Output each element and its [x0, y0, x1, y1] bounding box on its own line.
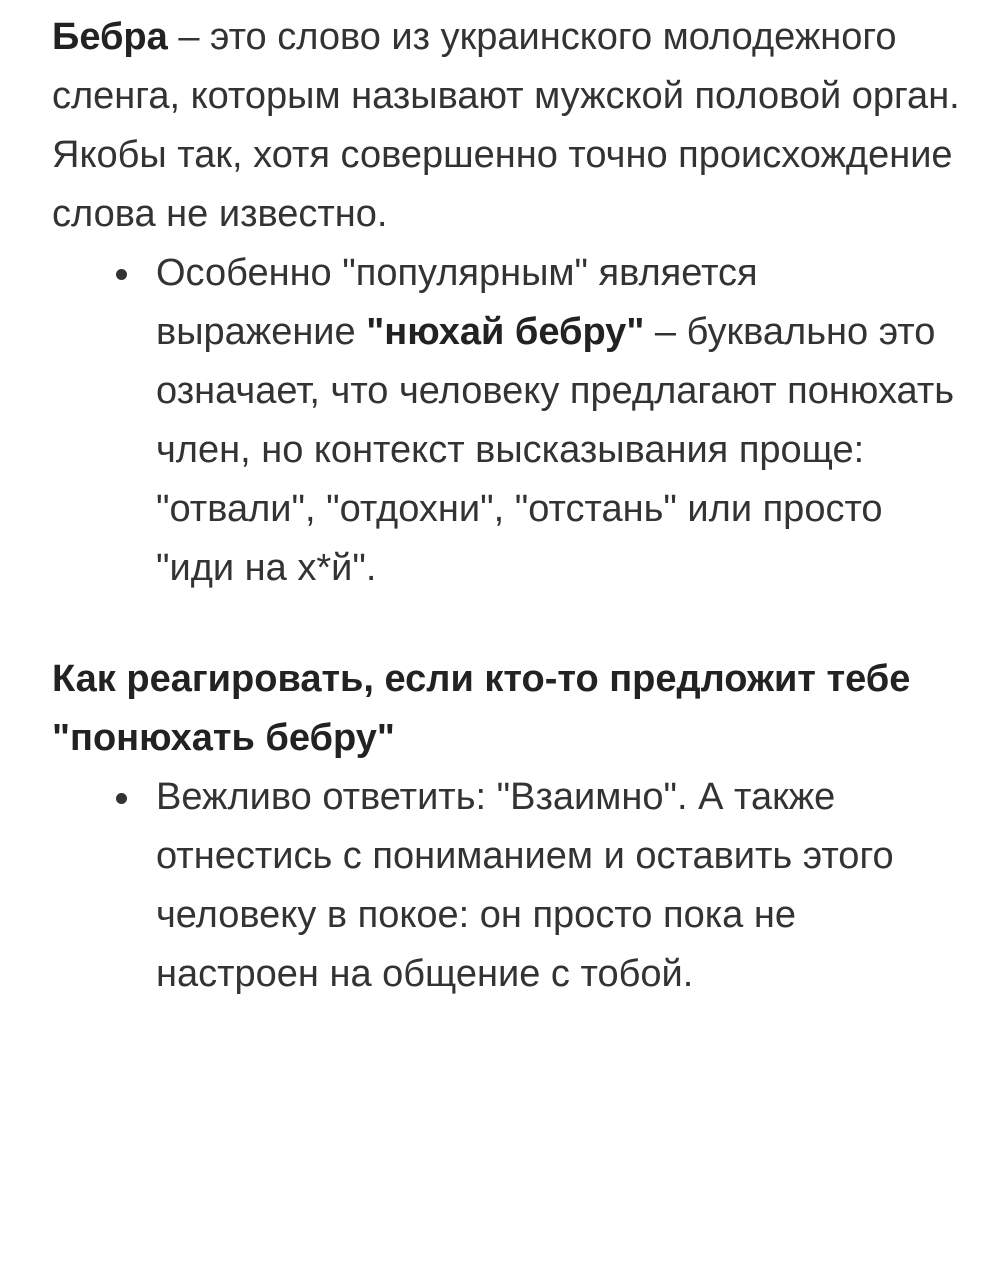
bullet-icon — [116, 793, 127, 804]
bullet-icon — [116, 269, 127, 280]
intro-term: Бебра — [52, 16, 168, 58]
usage-list — [52, 244, 967, 598]
intro-text: – это слово из украинского молодежного сленга, которым называют мужской половой орган. Якобы так, хотя совершенно точно происхождение слова не известно. — [52, 16, 960, 235]
list-item — [52, 768, 967, 1004]
intro-paragraph — [52, 8, 967, 244]
list-item — [52, 244, 967, 598]
list-item-text: Вежливо ответить: "Взаимно". А также отнестись с пониманием и оставить этого человеку в покое: он просто пока не настроен на общение с тобой. — [156, 776, 894, 995]
list-item-text-before: Особенно "популярным" является выражение — [156, 252, 758, 353]
advice-list — [52, 768, 967, 1004]
list-item-bold-phrase: "нюхай бебру" — [366, 311, 645, 353]
section-heading: Как реагировать, если кто-то предложит тебе "понюхать бебру" — [52, 658, 911, 759]
list-item-text-after: – буквально это означает, что человеку предлагают понюхать член, но контекст высказывания проще: "отвали", "отдохни", "отстань" или просто "иди на х*й". — [156, 311, 955, 589]
